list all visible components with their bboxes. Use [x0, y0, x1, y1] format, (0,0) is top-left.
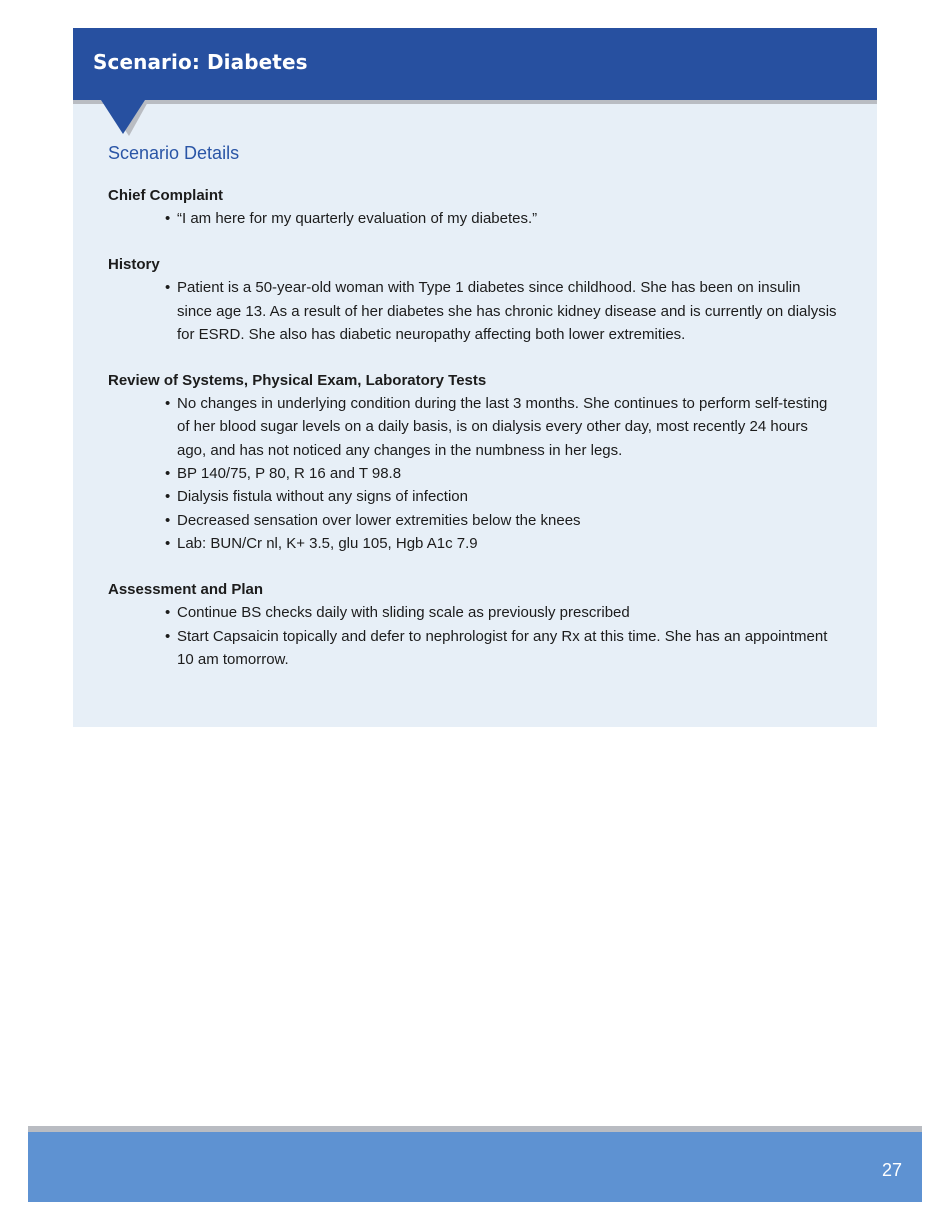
- footer-bar: [28, 1132, 922, 1202]
- list-item: [165, 485, 838, 508]
- bullet-icon: •: [165, 511, 171, 529]
- chief-complaint-section: [108, 184, 838, 230]
- list-item-text: Start Capsaicin topically and defer to nephrologist for any Rx at this time. She has an appointment 10 am tomorrow.: [177, 627, 828, 668]
- header-pointer-icon: [101, 100, 149, 136]
- section-title: Chief Complaint: [108, 187, 223, 204]
- review-section: [108, 369, 838, 555]
- bullet-list: [108, 601, 838, 671]
- history-section: [108, 253, 838, 346]
- bullet-icon: •: [165, 210, 171, 227]
- bullet-icon: •: [165, 395, 171, 413]
- list-item-text: Lab: BUN/Cr nl, K+ 3.5, glu 105, Hgb A1c 7.9: [177, 534, 478, 552]
- bullet-icon: •: [165, 488, 171, 506]
- page-title: Scenario: Diabetes: [93, 50, 308, 74]
- list-item: [165, 601, 838, 624]
- list-item-text: “I am here for my quarterly evaluation of my diabetes.”: [177, 210, 538, 227]
- list-item: [165, 532, 838, 555]
- list-item: [165, 509, 838, 532]
- bullet-icon: •: [165, 604, 171, 622]
- list-item: [165, 625, 838, 672]
- list-item: [165, 207, 838, 230]
- section-title: Review of Systems, Physical Exam, Laboratory Tests: [108, 372, 487, 390]
- list-item: [165, 392, 838, 462]
- bullet-icon: •: [165, 465, 171, 483]
- list-item-text: Continue BS checks daily with sliding scale as previously prescribed: [177, 604, 630, 622]
- list-item-text: Patient is a 50-year-old woman with Type 1 diabetes since childhood. She has been on insulin since age 13. As a result of her diabetes she has chronic kidney disease and is currently on dialysis for ESRD. She also has diabetic neuropathy affecting both lower extremities.: [177, 279, 837, 343]
- bullet-list: [108, 392, 838, 555]
- section-title: Assessment and Plan: [108, 581, 264, 599]
- header-bar: [73, 28, 877, 100]
- bullet-icon: •: [165, 534, 171, 552]
- header-divider: [73, 100, 877, 104]
- section-heading: Scenario Details: [108, 143, 240, 163]
- section-title: History: [108, 256, 160, 274]
- assessment-section: [108, 578, 838, 671]
- scenario-panel: [73, 28, 877, 727]
- bullet-list: [108, 276, 838, 346]
- bullet-icon: •: [165, 279, 171, 297]
- scenario-details: [108, 142, 838, 694]
- list-item-text: Dialysis fistula without any signs of infection: [177, 488, 468, 506]
- bullet-icon: •: [165, 627, 171, 645]
- list-item-text: BP 140/75, P 80, R 16 and T 98.8: [177, 465, 402, 483]
- list-item-text: Decreased sensation over lower extremities below the knees: [177, 511, 581, 529]
- bullet-list: [108, 207, 838, 230]
- list-item: [165, 462, 838, 485]
- list-item-text: No changes in underlying condition during the last 3 months. She continues to perform self-testing of her blood sugar levels on a daily basis, is on dialysis every other day, most recently 24 hours ago, and has not noticed any changes in the numbness in her legs.: [177, 395, 828, 459]
- list-item: [165, 276, 838, 346]
- page-number: 27: [881, 1160, 902, 1180]
